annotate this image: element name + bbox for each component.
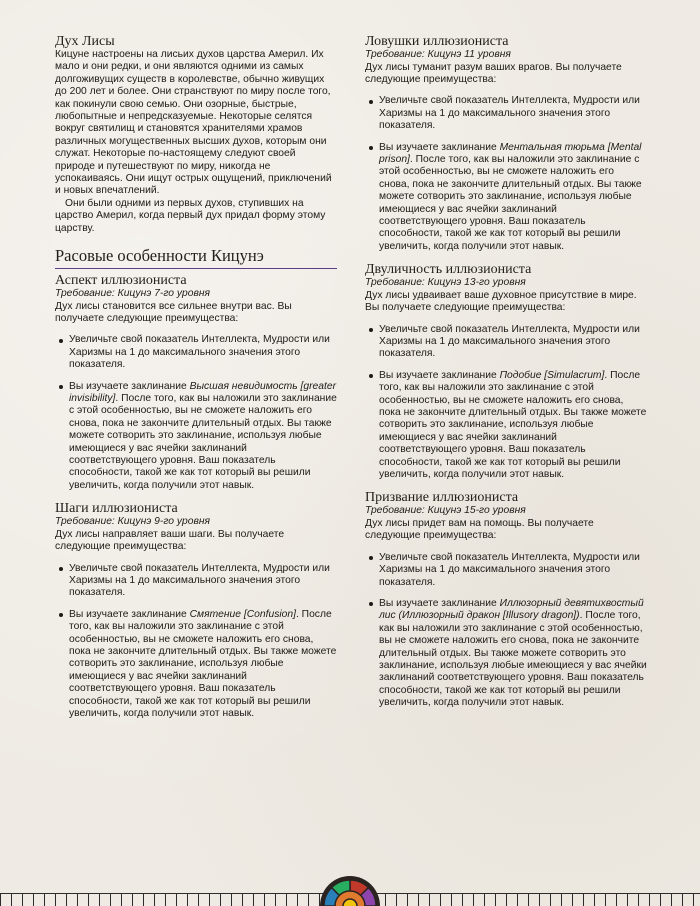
benefit-list: [55, 563, 337, 721]
summon-section: [365, 490, 647, 709]
section-title: Аспект иллюзиониста: [55, 273, 187, 289]
requirement: Требование: Кицунэ 13-го уровня: [365, 277, 526, 289]
benefit-text: . После того, как вы наложили это заклинание с этой особенностью, вы не сможете наложить его снова, пока не закончите длительный отдых. Вы также можете сотворить это заклинание, используя любые имеющиеся у вас ячейки заклинаний соответствующего уровня. Ваш показатель способности, такой же как тот который вы решили увеличить, когда получили этот навык.: [379, 153, 642, 252]
benefit-list: [365, 95, 647, 253]
intro-paragraph: Кицуне настроены на лисьих духов царства Америл. Их мало и они редки, и они являются одними из самых долгоживущих существ в королевстве, обычно живущих до 200 лет и более. Они странствуют по миру после того, как покинули свою семью. Они озорные, быстрые, любопытные и непредсказуемые. Некоторые селятся вокруг святилищ и становятся хранителями храмов различных могущественных высших духов, которым они служат. Некоторые по-настоящему следуют своей природе и путешествуют по миру, никогда не успокаиваясь. Они ищут острых ощущений, приключений и новых впечатлений.: [55, 49, 332, 197]
benefit-item: [379, 598, 647, 710]
benefit-text: . После того, как вы наложили это заклинание с этой особенностью, вы не сможете наложить его снова, пока не закончите длительный отдых. Вы также можете сотворить это заклинание, используя любые имеющиеся у вас ячейки заклинаний соответствующего уровня. Ваш показатель способности, такой же как тот который вы решили увеличить, когда получили этот навык.: [379, 610, 647, 709]
intro-paragraph-2: Они были одними из первых духов, ступивших на царство Америл, когда первый дух придал форму этому царству.: [55, 197, 326, 234]
benefit-text: Вы изучаете заклинание: [379, 597, 500, 609]
section-text: Дух лисы становится все сильнее внутри вас. Вы получаете следующие преимущества:: [55, 300, 292, 324]
spell-name: Подобие [Simulacrum]: [499, 369, 605, 381]
benefit-list: [365, 552, 647, 710]
benefit-item: [69, 563, 337, 600]
benefit-text: Увеличьте свой показатель Интеллекта, Мудрости или Харизмы на 1 до максимального значения этого показателя.: [379, 95, 640, 132]
section-title: Дух Лисы: [55, 34, 115, 49]
requirement: Требование: Кицунэ 9-го уровня: [55, 516, 211, 528]
section-text: Дух лисы придет вам на помощь. Вы получаете следующие преимущества:: [365, 517, 594, 542]
traits-heading: Расовые особенности Кицунэ: [55, 247, 337, 269]
right-column: [365, 34, 647, 719]
benefit-item: [379, 370, 647, 482]
benefit-text: Вы изучаете заклинание: [69, 380, 190, 392]
benefit-item: [69, 381, 337, 493]
aspect-section: [55, 273, 337, 492]
spell-name: Ментальная тюрьма [Mental prison]: [379, 141, 642, 165]
benefit-list: [55, 334, 337, 492]
left-column: [55, 34, 337, 729]
benefit-item: [379, 552, 647, 589]
benefit-text: . После того, как вы наложили это заклинание с этой особенностью, вы не сможете наложить его снова, пока не закончите длительный отдых. Вы также можете сотворить это заклинание, используя любые имеющиеся у вас ячейки заклинаний соответствующего уровня. Ваш показатель способности, такой же как тот который вы решили увеличить, когда получили этот навык.: [69, 393, 337, 491]
steps-section: [55, 501, 337, 720]
section-title: Шаги иллюзиониста: [55, 501, 178, 517]
benefit-text: Увеличьте свой показатель Интеллекта, Мудрости или Харизмы на 1 до максимального значения этого показателя.: [69, 562, 330, 599]
section-text: Дух лисы туманит разум ваших врагов. Вы получаете следующие преимущества:: [365, 61, 622, 85]
section-title: Призвание иллюзиониста: [365, 490, 519, 506]
requirement: Требование: Кицунэ 15-го уровня: [365, 505, 526, 517]
section-title: Ловушки иллюзиониста: [365, 34, 509, 49]
spell-name: Смятение [Confusion]: [189, 608, 296, 620]
spell-name: Высшая невидимость [greater invisibility]: [69, 380, 336, 405]
spell-name: Иллюзорный девятихвостый лис (Иллюзорный дракон [Illusory dragon]): [379, 597, 644, 622]
benefit-text: Вы изучаете заклинание: [379, 141, 500, 153]
benefit-text: Увеличьте свой показатель Интеллекта, Мудрости или Харизмы на 1 до максимального значения этого показателя.: [379, 551, 640, 588]
benefit-text: Увеличьте свой показатель Интеллекта, Мудрости или Харизмы на 1 до максимального значения этого показателя.: [379, 323, 640, 360]
section-title: Двуличность иллюзиониста: [365, 262, 532, 278]
benefit-item: [69, 334, 337, 371]
duplicity-section: [365, 262, 647, 481]
benefit-text: Вы изучаете заклинание: [69, 608, 190, 620]
requirement: Требование: Кицунэ 11 уровня: [365, 49, 511, 60]
benefit-item: [69, 609, 337, 721]
benefit-item: [379, 95, 647, 132]
benefit-list: [365, 324, 647, 482]
section-text: Дух лисы удваивает ваше духовное присутствие в мире. Вы получаете следующие преимущества:: [365, 289, 637, 314]
fox-spirit-section: [55, 34, 337, 235]
benefit-item: [379, 142, 647, 254]
requirement: Требование: Кицунэ 7-го уровня: [55, 288, 211, 300]
benefit-text: . После того, как вы наложили это заклинание с этой особенностью, вы не сможете наложить его снова, пока не закончите длительный отдых. Вы также можете сотворить это заклинание, используя любые имеющиеся у вас ячейки заклинаний соответствующего уровня. Ваш показатель способности, такой же как тот который вы решили увеличить, когда получили этот навык.: [69, 608, 337, 720]
benefit-text: Увеличьте свой показатель Интеллекта, Мудрости или Харизмы на 1 до максимального значения этого показателя.: [69, 334, 330, 371]
benefit-text: . После того, как вы наложили это заклинание с этой особенностью, вы не сможете наложить его снова, пока не закончите длительный отдых. Вы также можете сотворить это заклинание, используя любые имеющиеся у вас ячейки заклинаний соответствующего уровня. Ваш показатель способности, такой же как тот который вы решили увеличить, когда получили этот навык.: [379, 369, 647, 480]
benefit-text: Вы изучаете заклинание: [379, 369, 500, 381]
traps-section: [365, 34, 647, 253]
section-text: Дух лисы направляет ваши шаги. Вы получаете следующие преимущества:: [55, 528, 285, 553]
benefit-item: [379, 324, 647, 361]
stained-glass-emblem-icon: [319, 875, 381, 906]
